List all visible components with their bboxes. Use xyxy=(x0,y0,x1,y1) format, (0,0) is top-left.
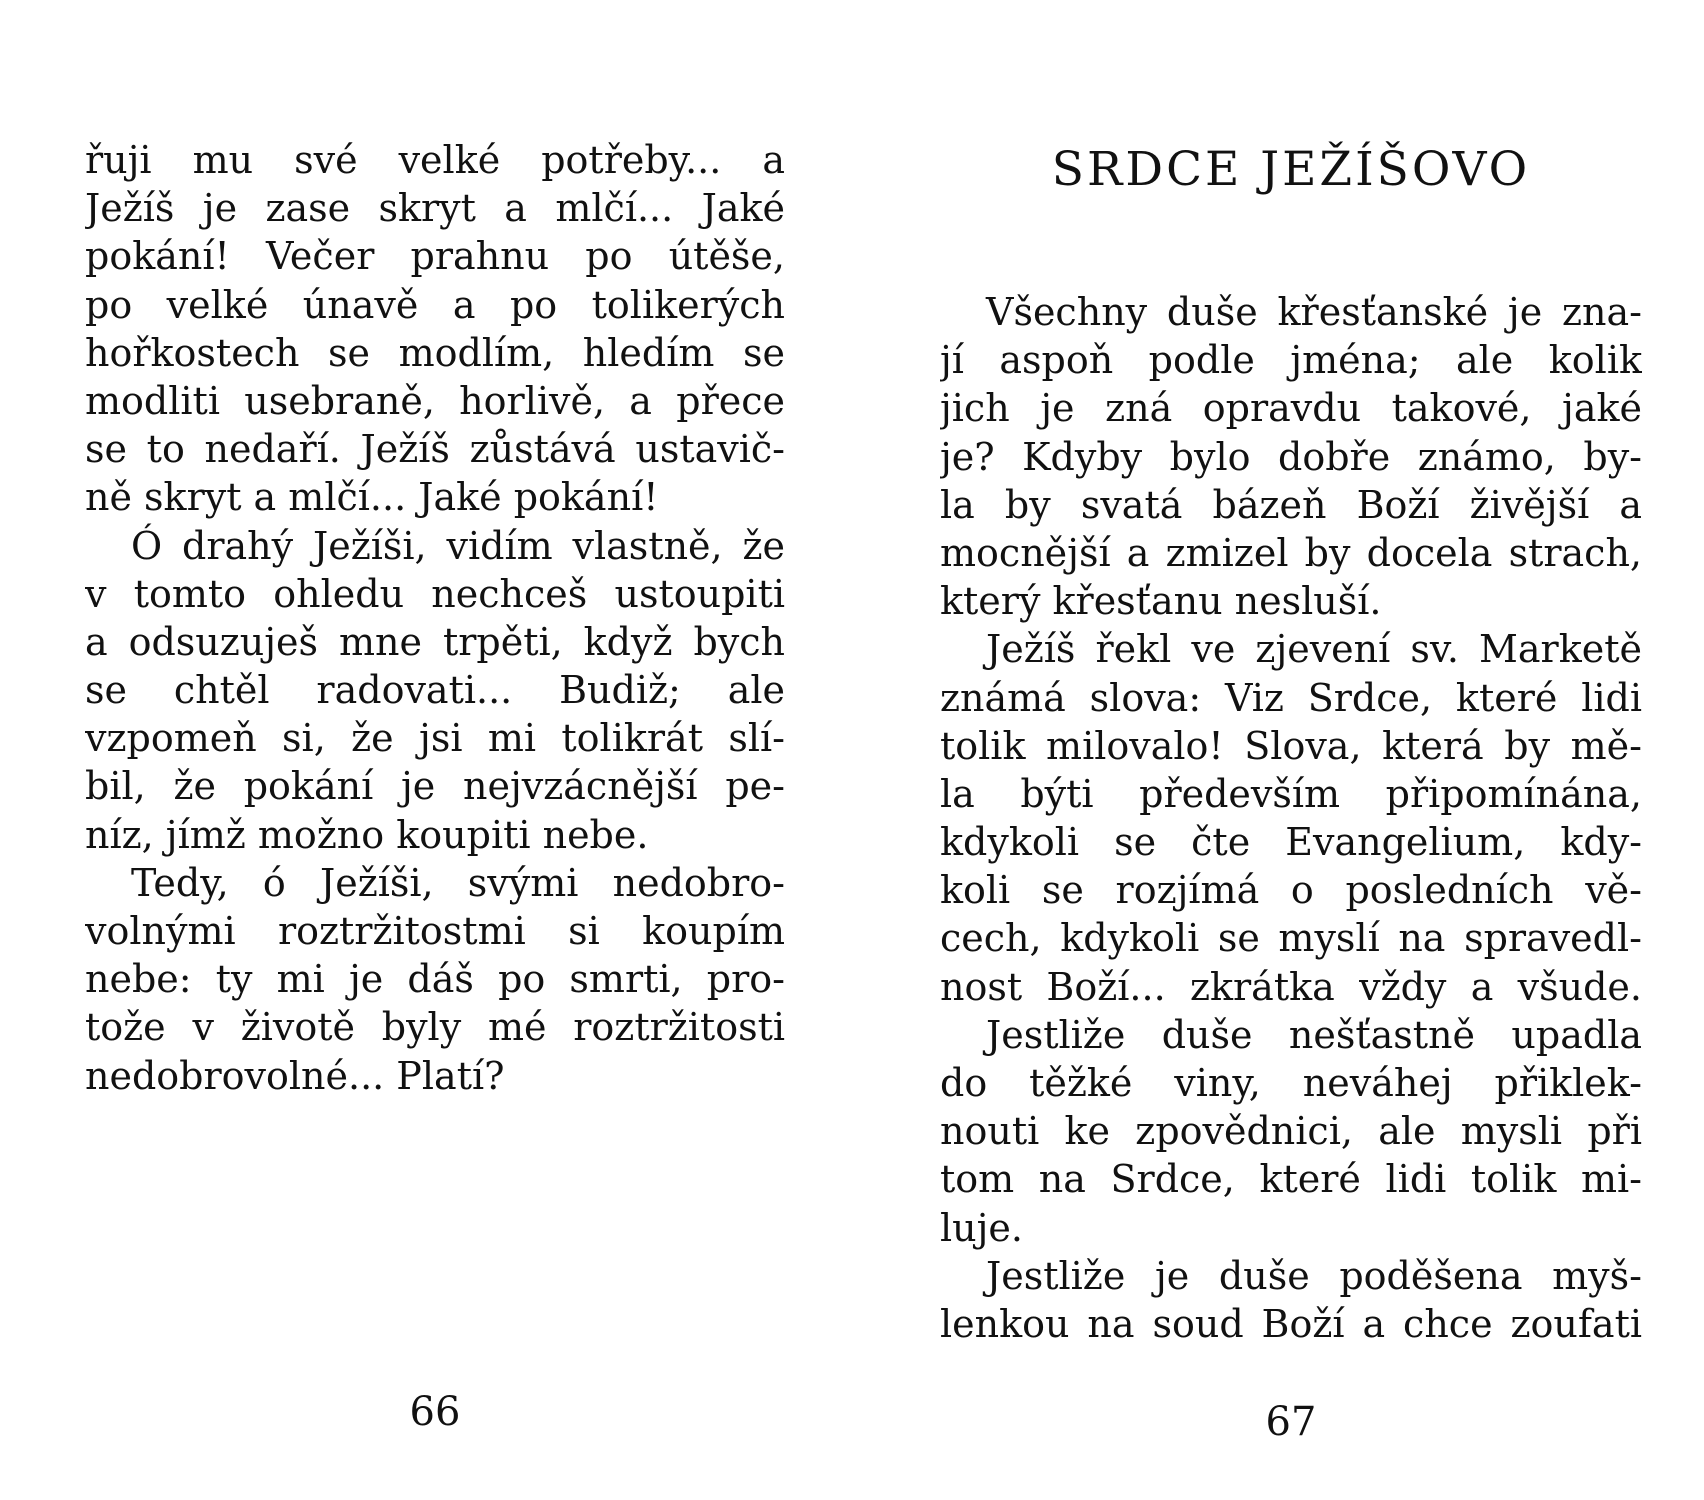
text-line: jich je zná opravdu takové, jaké xyxy=(940,386,1642,431)
text-line: a odsuzuješ mne trpěti, když bych xyxy=(85,619,785,664)
text-line: se chtěl radovati... Budiž; ale xyxy=(85,668,785,713)
text-line: nebe: ty mi je dáš po smrti, pro- xyxy=(85,957,785,1002)
text-line: lenkou na soud Boží a chce zoufati xyxy=(940,1301,1642,1346)
text-line: pokání! Večer prahnu po útěše, xyxy=(85,234,785,279)
paragraph-start-line: Jestliže duše nešťastně upadla xyxy=(986,1012,1642,1057)
paragraph-start-line: Ó drahý Ježíši, vidím vlastně, že xyxy=(131,523,785,568)
text-line: kdykoli se čte Evangelium, kdy- xyxy=(940,820,1642,865)
text-line: koli se rozjímá o posledních vě- xyxy=(940,868,1642,913)
text-line: bil, že pokání je nejvzácnější pe- xyxy=(85,764,785,809)
text-line: nedobrovolné... Platí? xyxy=(85,1053,505,1098)
text-line: cech, kdykoli se myslí na spravedl- xyxy=(940,916,1642,961)
paragraph-start-line: Tedy, ó Ježíši, svými nedobro- xyxy=(131,860,785,905)
text-line: la by svatá bázeň Boží živější a xyxy=(940,482,1642,527)
text-line: luje. xyxy=(940,1205,1023,1250)
page-number: 67 xyxy=(1265,1399,1317,1445)
text-line: la býti především připomínána, xyxy=(940,771,1642,816)
paragraph-start-line: Ježíš řekl ve zjevení sv. Marketě xyxy=(986,627,1642,672)
text-line: v tomto ohledu nechceš ustoupiti xyxy=(85,571,785,616)
text-line: nouti ke zpovědnici, ale mysli při xyxy=(940,1109,1642,1154)
text-line: tolik milovalo! Slova, která by mě- xyxy=(940,723,1642,768)
paragraph-start-line: Všechny duše křesťanské je zna- xyxy=(986,290,1642,334)
text-line: do těžké viny, neváhej přiklek- xyxy=(940,1061,1642,1105)
text-line: známá slova: Viz Srdce, které lidi xyxy=(940,675,1642,720)
text-line: modliti usebraně, horlivě, a přece xyxy=(85,378,785,423)
text-line: tom na Srdce, které lidi tolik mi- xyxy=(940,1157,1642,1202)
text-line: který křesťanu nesluší. xyxy=(940,579,1382,624)
text-line: ně skryt a mlčí... Jaké pokání! xyxy=(85,475,659,520)
left-page-text xyxy=(85,136,785,1100)
chapter-title: SRDCE JEŽÍŠOVO xyxy=(1051,142,1531,197)
paragraph-start-line: Jestliže je duše poděšena myš- xyxy=(986,1253,1642,1298)
text-line: hořkostech se modlím, hledím se xyxy=(85,330,785,375)
text-line: mocnější a zmizel by docela strach, xyxy=(940,530,1642,575)
text-line: nost Boží... zkrátka vždy a všude. xyxy=(940,964,1642,1009)
text-line: volnými roztržitostmi si koupím xyxy=(85,909,785,953)
text-line: vzpomeň si, že jsi mi tolikrát slí- xyxy=(85,716,785,761)
text-line: tože v životě byly mé roztržitosti xyxy=(85,1005,785,1050)
text-line: Ježíš je zase skryt a mlčí... Jaké xyxy=(85,186,785,231)
text-line: řuji mu své velké potřeby... a xyxy=(85,138,785,182)
right-page-text xyxy=(940,288,1642,1348)
right-page xyxy=(940,0,1642,1500)
page-number: 66 xyxy=(409,1389,461,1435)
text-line: je? Kdyby bylo dobře známo, by- xyxy=(940,434,1642,479)
text-line: po velké únavě a po tolikerých xyxy=(85,282,785,327)
text-line: níz, jímž možno koupiti nebe. xyxy=(85,812,649,857)
text-line: se to nedaří. Ježíš zůstává ustavič- xyxy=(85,427,785,472)
text-line: jí aspoň podle jména; ale kolik xyxy=(940,338,1642,383)
left-page xyxy=(85,0,785,1500)
